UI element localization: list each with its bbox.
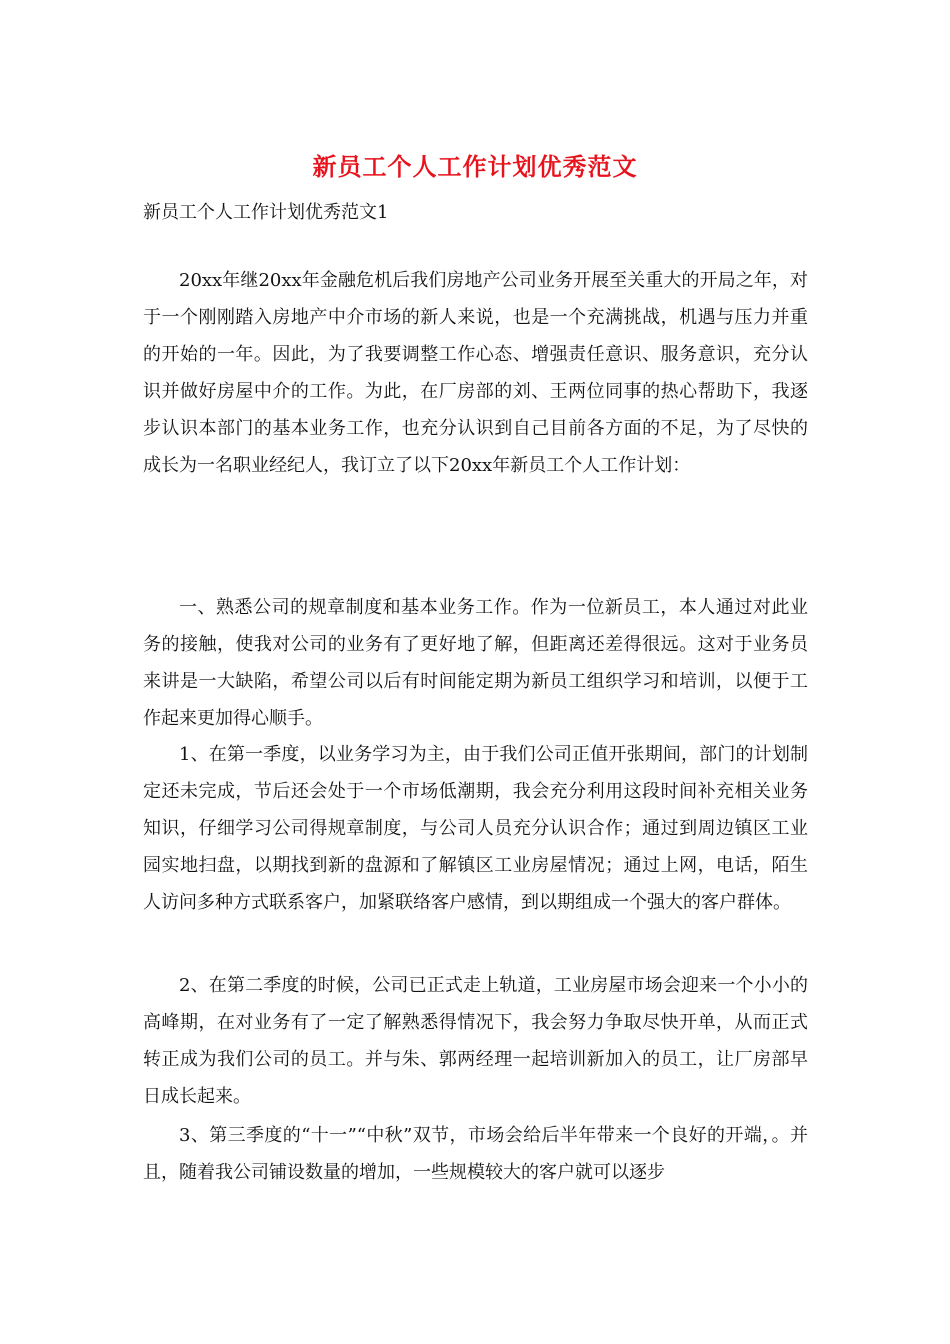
document-subtitle: 新员工个人工作计划优秀范文1: [143, 202, 389, 223]
paragraph-intro: 20xx年继20xx年金融危机后我们房地产公司业务开展至关重大的开局之年，对于一个刚刚踏入房地产中介市场的新人来说，也是一个充满挑战，机遇与压力并重的开始的一年。因此，为了我要调整工作心态、增强责任意识、服务意识，充分认识并做好房屋中介的工作。为此，在厂房部的刘、王两位同事的热心帮助下，我逐步认识本部门的基本业务工作，也充分认识到自己目前各方面的不足，为了尽快的成长为一名职业经纪人，我订立了以下20xx年新员工个人工作计划：: [143, 270, 808, 476]
document-title: 新员工个人工作计划优秀范文: [312, 152, 638, 181]
paragraph-section-one: 一、熟悉公司的规章制度和基本业务工作。作为一位新员工，本人通过对此业务的接触，使我对公司的业务有了更好地了解，但距离还差得很远。这对于业务员来讲是一大缺陷，希望公司以后有时间能定期为新员工组织学习和培训，以便于工作起来更加得心顺手。: [143, 597, 808, 729]
paragraph-quarter-two: 2、在第二季度的时候，公司已正式走上轨道，工业房屋市场会迎来一个小小的高峰期，在对业务有了一定了解熟悉得情况下，我会努力争取尽快开单，从而正式转正成为我们公司的员工。并与朱、郭两经理一起培训新加入的员工，让厂房部早日成长起来。: [143, 975, 808, 1107]
paragraph-quarter-three: 3、第三季度的“十一”“中秋”双节，市场会给后半年带来一个良好的开端，。并且，随着我公司铺设数量的增加，一些规模较大的客户就可以逐步: [143, 1125, 808, 1183]
paragraph-quarter-one: 1、在第一季度，以业务学习为主，由于我们公司正值开张期间，部门的计划制定还未完成，节后还会处于一个市场低潮期，我会充分利用这段时间补充相关业务知识，仔细学习公司得规章制度，与公司人员充分认识合作；通过到周边镇区工业园实地扫盘，以期找到新的盘源和了解镇区工业房屋情况；通过上网，电话，陌生人访问多种方式联系客户，加紧联络客户感情，到以期组成一个强大的客户群体。: [143, 744, 808, 913]
